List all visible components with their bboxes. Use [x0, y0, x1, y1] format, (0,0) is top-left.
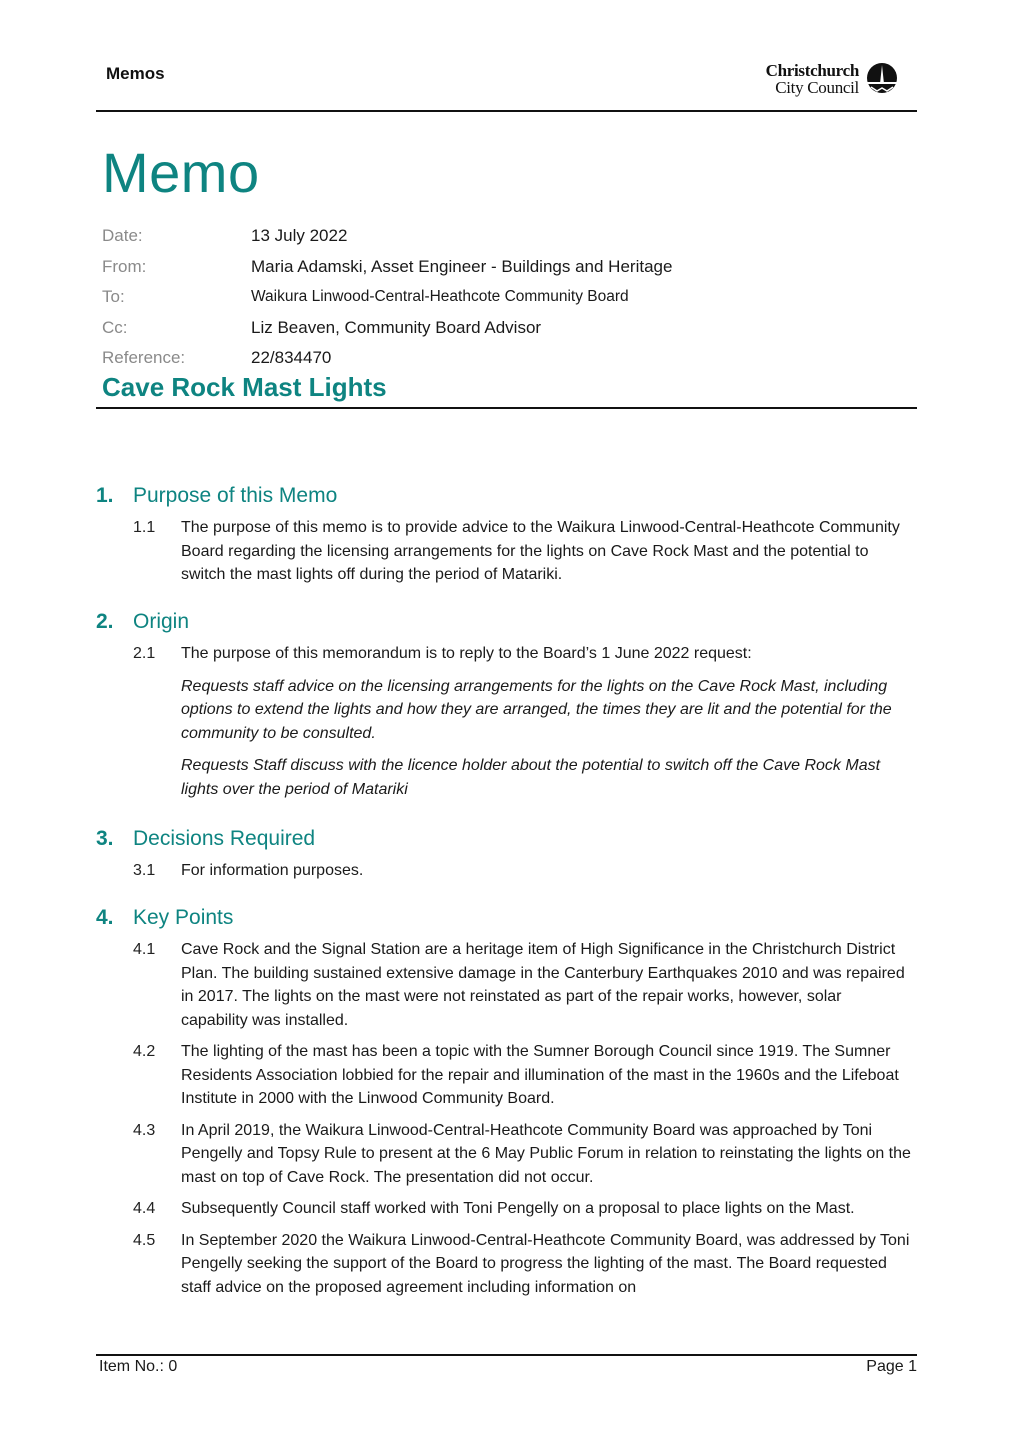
section-heading [96, 906, 917, 930]
paragraph [96, 516, 917, 587]
page-header [96, 56, 917, 112]
section-title: Decisions Required [133, 827, 316, 850]
section-title: Origin [133, 610, 190, 633]
meta-date [102, 221, 672, 252]
footer-page-number: Page 1 [866, 1358, 917, 1375]
section-number: 2. [96, 610, 114, 633]
section-title: Purpose of this Memo [133, 484, 338, 507]
meta-value: Waikura Linwood-Central-Heathcote Community Board [251, 288, 629, 306]
meta-from [102, 252, 672, 283]
paragraph-number: 1.1 [133, 519, 156, 536]
meta-value: 13 July 2022 [251, 226, 348, 246]
logo-line1: Christchurch [765, 61, 859, 80]
meta-to [102, 282, 672, 313]
subject-title: Cave Rock Mast Lights [102, 372, 387, 402]
paragraph-number: 4.4 [133, 1200, 156, 1217]
logo-text [766, 62, 859, 96]
paragraph [96, 1197, 917, 1221]
paragraph-text: For information purposes. [181, 862, 364, 879]
meta-value: 22/834470 [251, 348, 332, 368]
paragraph-text: In April 2019, the Waikura Linwood-Central-Heathcote Community Board was approached by Toni Pengelly and Topsy Rule to present at the 6 May Public Forum in relation to reinstating the lights on the mast on top of Cave Rock. The presentation did not occur. [181, 1121, 911, 1186]
section-heading [96, 827, 917, 851]
meta-label: Reference: [102, 348, 186, 368]
section-heading [96, 610, 917, 634]
meta-value: Maria Adamski, Asset Engineer - Buildings and Heritage [251, 256, 673, 276]
section-key-points [96, 906, 917, 1299]
council-emblem-icon [865, 62, 899, 96]
paragraph-text: In September 2020 the Waikura Linwood-Central-Heathcote Community Board, was addressed by Toni Pengelly seeking the support of the Board to progress the lighting of the mast. The Board requested staff advice on the proposed agreement including information on [181, 1231, 910, 1296]
footer-item-number: Item No.: 0 [99, 1358, 178, 1375]
section-number: 3. [96, 827, 114, 850]
section-number: 4. [96, 906, 114, 929]
section-origin [96, 610, 917, 801]
paragraph [96, 1119, 917, 1190]
paragraph-number: 4.5 [133, 1231, 156, 1249]
memo-title: Memo [102, 141, 260, 204]
meta-cc [102, 313, 672, 344]
meta-label: Cc: [102, 317, 128, 337]
quoted-request: Requests Staff discuss with the licence holder about the potential to switch off the Cave Rock Mast lights over the period of Matariki [181, 757, 881, 798]
paragraph-number: 2.1 [133, 645, 156, 662]
memo-subject [96, 372, 917, 409]
paragraph-text: The lighting of the mast has been a topic with the Sumner Borough Council since 1919. The Sumner Residents Association lobbied for the repair and illumination of the mast in the 1960s and the Lifeboat Institute in 2000 with the Linwood Community Board. [181, 1043, 899, 1107]
council-logo [766, 62, 899, 96]
page-footer [96, 1354, 917, 1376]
paragraph [96, 1040, 917, 1111]
section-decisions [96, 827, 917, 883]
meta-value: Liz Beaven, Community Board Advisor [251, 317, 542, 337]
paragraph [96, 938, 917, 1032]
paragraph-number: 4.3 [133, 1121, 156, 1139]
section-purpose [96, 484, 917, 587]
memo-meta [102, 221, 672, 374]
meta-reference [102, 343, 672, 374]
paragraph-text: Cave Rock and the Signal Station are a heritage item of High Significance in the Christchurch District Plan. The building sustained extensive damage in the Canterbury Earthquakes 2010 and was repaired in 2017. The lights on the mast were not reinstated as part of the repair works, however, solar capability was installed. [181, 941, 905, 1029]
meta-label: To: [102, 287, 125, 307]
section-number: 1. [96, 484, 114, 507]
section-heading [96, 484, 917, 508]
paragraph-number: 4.2 [133, 1043, 156, 1060]
meta-label: From: [102, 256, 147, 276]
paragraph [96, 642, 917, 666]
quoted-request: Requests staff advice on the licensing arrangements for the lights on the Cave Rock Mast, including options to extend the lights and how they are arranged, the times they are lit and the potential for the community to be consulted. [181, 677, 892, 742]
paragraph [96, 859, 917, 883]
paragraph-number: 3.1 [133, 862, 156, 879]
header-label: Memos [106, 64, 165, 83]
paragraph-text: The purpose of this memorandum is to reply to the Board’s 1 June 2022 request: [181, 645, 752, 662]
logo-line2: City Council [775, 78, 859, 97]
paragraph-number: 4.1 [133, 941, 156, 958]
paragraph-text: Subsequently Council staff worked with Toni Pengelly on a proposal to place lights on the Mast. [181, 1200, 855, 1217]
meta-label: Date: [102, 226, 143, 246]
section-title: Key Points [133, 906, 234, 929]
paragraph-text: The purpose of this memo is to provide advice to the Waikura Linwood-Central-Heathcote Community Board regarding the licensing arrangements for the lights on Cave Rock Mast and the potential to switch the mast lights off during the period of Matariki. [181, 519, 900, 583]
paragraph [96, 1229, 917, 1300]
